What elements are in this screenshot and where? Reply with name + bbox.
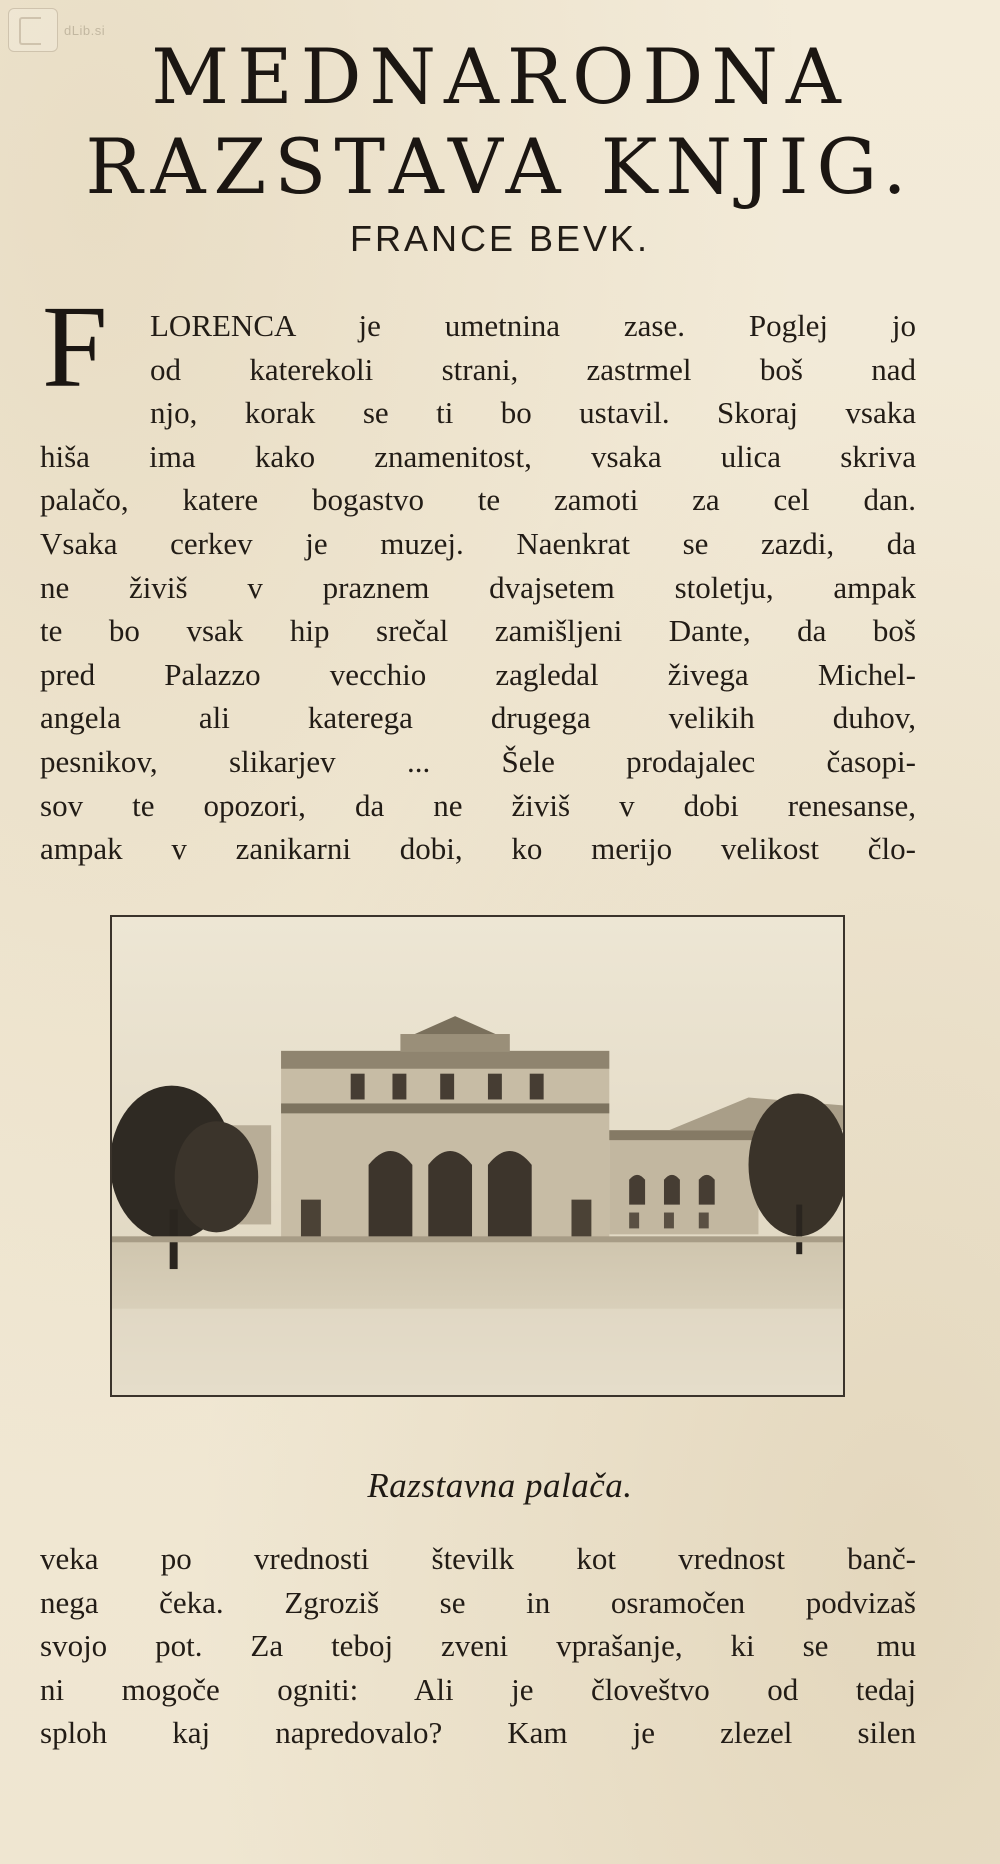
article-author: FRANCE BEVK. <box>349 218 651 259</box>
text-line: hiša ima kako znamenitost, vsaka ulica skriva <box>40 438 916 474</box>
text-line: ni mogoče ogniti: Ali je človeštvo od tedaj <box>40 1671 916 1707</box>
text-line: LORENCA je umetnina zase. Poglej jo <box>150 308 916 343</box>
text-line: od katerekoli strani, zastrmel boš nad <box>150 351 916 387</box>
text-line: nega čeka. Zgroziš se in osramočen podvizaš <box>40 1584 916 1620</box>
text-line: sploh kaj napredovalo? Kam je zlezel silen <box>40 1715 916 1751</box>
watermark-label: dLib.si <box>64 22 106 38</box>
text-line: ampak v zanikarni dobi, ko merijo velikost člo- <box>40 831 916 867</box>
article-title-line-1: MEDNARODNA <box>151 32 849 121</box>
text-line: palačo, katere bogastvo te zamoti za cel dan. <box>40 482 916 518</box>
photo-caption: Razstavna palača. <box>367 1466 633 1505</box>
text-line: veka po vrednosti številk kot vrednost banč- <box>40 1541 916 1576</box>
drop-cap: F <box>42 281 108 412</box>
text-line: ne živiš v praznem dvajsetem stoletju, ampak <box>40 569 916 605</box>
text-line: sov te opozori, da ne živiš v dobi renesanse, <box>40 787 916 823</box>
paragraph-1 <box>40 304 916 871</box>
article-title-line-2: RAZSTAVA KNJIG. <box>85 122 915 211</box>
text-line: te bo vsak hip srečal zamišljeni Dante, da boš <box>40 613 916 649</box>
exhibition-palace-photo <box>110 915 845 1397</box>
text-line: njo, korak se ti bo ustavil. Skoraj vsaka <box>150 395 916 431</box>
text-line: Vsaka cerkev je muzej. Naenkrat se zazdi, da <box>40 525 916 561</box>
text-line: pred Palazzo vecchio zagledal živega Michel- <box>40 656 916 692</box>
palace-photo-illustration <box>112 917 843 1395</box>
text-line: pesnikov, slikarjev ... Šele prodajalec časopi- <box>40 743 916 779</box>
paragraph-2 <box>40 1537 916 1755</box>
text-line: angela ali katerega drugega velikih duhov, <box>40 700 916 736</box>
text-line: svojo pot. Za teboj zveni vprašanje, ki se mu <box>40 1628 916 1664</box>
